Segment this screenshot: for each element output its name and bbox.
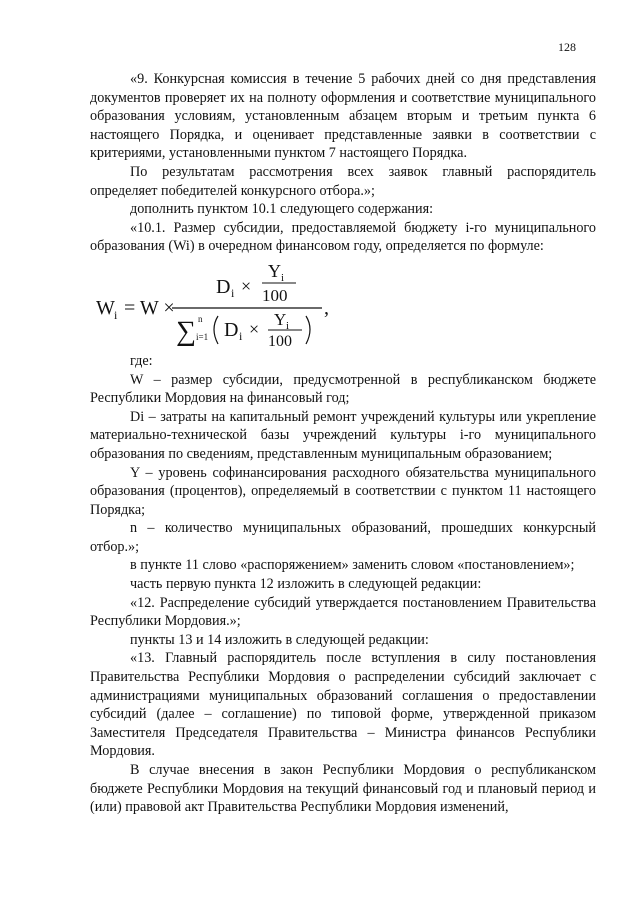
denominator-d-sub: i [239,328,243,343]
paragraph-where: где: [130,352,153,369]
paragraph-item-13: «13. Главный распорядитель после вступления в силу постановления Правительства Республики Мордовия о распределении субсидий заключает с администрациями муниципальных образований соглашения о предоставлении субсидий (далее – соглашение) по типовой форме, утвержденной приказом Заместителя Председателя Правительства – Министра финансов Республики Мордовия. [90,650,596,760]
sum-lower-limit: i=1 [196,331,209,342]
numerator-hundred: 100 [262,285,288,305]
paragraph-winners: По результатам рассмотрения всех заявок главный распорядитель определяет победителей конкурсного отбора.»; [90,163,596,199]
formula-lhs: W [96,296,115,319]
sum-upper-limit: n [198,313,203,324]
left-paren [214,316,218,344]
right-paren [306,316,310,344]
numerator-y: Y [268,260,281,281]
numerator-d-sub: i [231,285,235,300]
paragraph-changes: В случае внесения в закон Республики Мордовия о республиканском бюджете Республики Мордовия на текущий финансовый год и плановый период и (или) правовой акт Правительства Республики Мордовия изменений, [90,762,596,816]
numerator-y-sub: i [281,271,285,284]
paragraph-item-11: в пункте 11 слово «распоряжением» заменить словом «постановлением»; [130,557,575,574]
numerator-d: D [216,275,231,298]
paragraph-item-12-intro: часть первую пункта 12 изложить в следующей редакции: [130,576,482,593]
formula-equals: = W × [124,296,175,319]
paragraph-items-13-14-intro: пункты 13 и 14 изложить в следующей редакции: [130,631,429,648]
subsidy-formula [90,258,596,350]
denominator-d: D [224,318,239,341]
denominator-y: Y [274,309,287,329]
numerator-times: × [241,275,252,296]
paragraph-item-9: «9. Конкурсная комиссия в течение 5 рабочих дней со дня представления документов проверяет их на полноту оформления и соответствие муниципального образования условиям, установленным абзацем вторым и третьим пункта 6 настоящего Порядка, и оценивает представленные заявки в соответствии с критериями, установленными пунктом 7 настоящего Порядка. [90,71,596,162]
denominator-y-sub: i [286,319,290,332]
formula-graphic [90,258,350,350]
denominator-hundred: 100 [268,332,292,350]
paragraph-item-12: «12. Распределение субсидий утверждается постановлением Правительства Республики Мордовия.»; [90,594,596,630]
denominator-times: × [249,318,260,339]
paragraph-def-di: Di – затраты на капитальный ремонт учреждений культуры или укрепление материально-технической базы учреждений культуры i-го муниципального образования по сведениям, представленным муниципальным образованием; [90,408,596,462]
formula-comma: , [324,296,329,319]
paragraph-add-10-1: дополнить пунктом 10.1 следующего содержания: [130,201,434,218]
paragraph-def-n: n – количество муниципальных образований, прошедших конкурсный отбор.»; [90,520,596,555]
paragraph-def-w: W – размер субсидии, предусмотренной в республиканском бюджете Республики Мордовия на финансовый год; [90,371,596,407]
formula-lhs-sub: i [114,307,118,322]
paragraph-item-10-1: «10.1. Размер субсидии, предоставляемой бюджету i-го муниципального образования (Wi) в очередном финансовом году, определяется по формуле: [90,219,596,255]
document-body [90,70,596,817]
paragraph-def-y: Y – уровень софинансирования расходного обязательства муниципального образования (процентов), определяемый в соответствии с пунктом 11 настоящего Порядка; [90,464,596,518]
page-number: 128 [558,40,576,54]
sum-symbol: ∑ [176,315,196,347]
